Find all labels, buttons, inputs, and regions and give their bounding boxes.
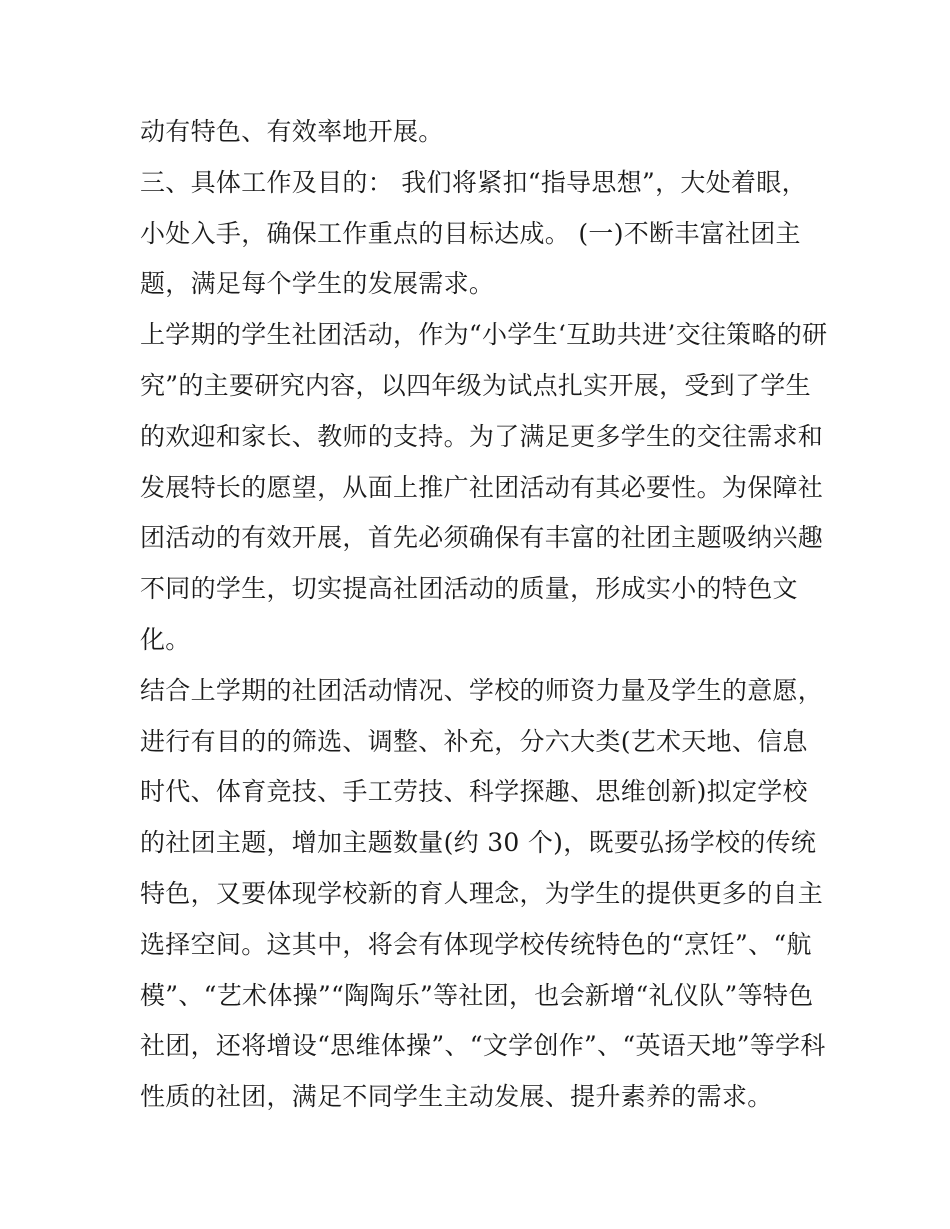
text-line: 时代、体育竞技、手工劳技、科学探趣、思维创新)拟定学校 <box>140 777 808 807</box>
body-text <box>140 107 828 1123</box>
paragraph-start-line: 上学期的学生社团活动，作为“小学生‘互助共进’交往策略的研 <box>140 320 828 350</box>
text-line: 化。 <box>140 624 191 654</box>
text-line: 小处入手，确保工作重点的目标达成。 (一)不断丰富社团主 <box>140 218 801 248</box>
text-line: 特色，又要体现学校新的育人理念，为学生的提供更多的自主 <box>140 878 824 908</box>
text-line: 团活动的有效开展，首先必须确保有丰富的社团主题吸纳兴趣 <box>140 523 824 553</box>
paragraph-start-line: 结合上学期的社团活动情况、学校的师资力量及学生的意愿， <box>140 675 824 705</box>
text-line: 选择空间。这其中，将会有体现学校传统特色的“烹饪”、“航 <box>140 929 812 959</box>
text-line: 进行有目的的筛选、调整、补充，分六大类(艺术天地、信息 <box>140 726 808 756</box>
text-line: 的欢迎和家长、教师的支持。为了满足更多学生的交往需求和 <box>140 421 824 451</box>
section-heading-line: 三、具体工作及目的： 我们将紧扣“指导思想”，大处着眼， <box>140 167 807 197</box>
text-line: 题，满足每个学生的发展需求。 <box>140 269 495 299</box>
text-line: 动有特色、有效率地开展。 <box>140 117 444 146</box>
text-line: 的社团主题，增加主题数量(约 30 个)，既要弘扬学校的传统 <box>140 828 817 858</box>
text-line: 性质的社团，满足不同学生主动发展、提升素养的需求。 <box>140 1082 773 1112</box>
text-line: 模”、“艺术体操”“陶陶乐”等社团，也会新增“礼仪队”等特色 <box>140 980 814 1010</box>
text-line: 社团，还将增设“思维体操”、“文学创作”、“英语天地”等学科 <box>140 1031 826 1061</box>
text-line: 不同的学生，切实提高社团活动的质量，形成实小的特色文 <box>140 574 798 604</box>
text-line: 究”的主要研究内容，以四年级为试点扎实开展，受到了学生 <box>140 370 811 400</box>
text-line: 发展特长的愿望，从面上推广社团活动有其必要性。为保障社 <box>140 472 824 502</box>
